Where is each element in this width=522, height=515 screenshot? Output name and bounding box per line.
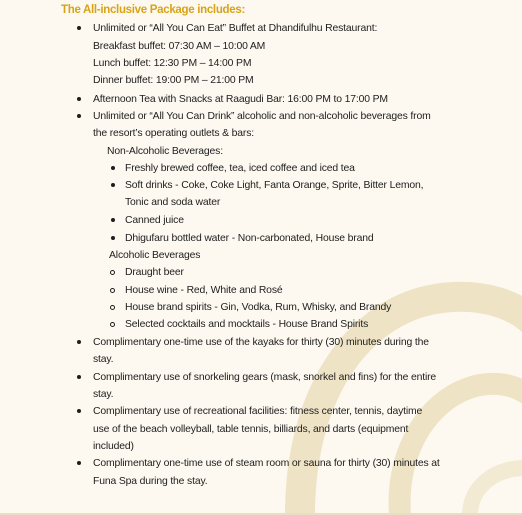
bullet-icon	[111, 236, 115, 240]
alcoholic-title: Alcoholic Beverages	[109, 250, 201, 261]
item-line: the resort’s operating outlets & bars:	[93, 128, 255, 139]
item-line: Complimentary one-time use of steam room or sauna for thirty (30) minutes at	[93, 458, 440, 469]
item-line: use of the beach volleyball, table tennis, billiards, and darts (equipment	[93, 424, 409, 435]
item-line: Complimentary one-time use of the kayaks for thirty (30) minutes during the	[93, 337, 429, 348]
beverage-item: House wine - Red, White and Rosé	[125, 285, 283, 296]
item-line: Complimentary use of snorkeling gears (mask, snorkel and fins) for the entire	[93, 372, 437, 383]
bullet-icon	[111, 218, 115, 222]
bullet-icon	[77, 375, 81, 379]
buffet-time: Dinner buffet: 19:00 PM – 21:00 PM	[93, 75, 254, 86]
bullet-icon	[77, 26, 81, 30]
beverage-item: Draught beer	[125, 267, 184, 278]
item-line: included)	[93, 441, 134, 452]
beverage-item: Canned juice	[125, 215, 184, 226]
hollow-bullet-icon	[110, 288, 115, 293]
beverage-item: Soft drinks - Coke, Coke Light, Fanta Orange, Sprite, Bitter Lemon,	[125, 180, 424, 191]
buffet-time: Lunch buffet: 12:30 PM – 14:00 PM	[93, 58, 252, 69]
item-line: Funa Spa during the stay.	[93, 476, 208, 487]
beverage-item: Freshly brewed coffee, tea, iced coffee and iced tea	[125, 163, 355, 174]
hollow-bullet-icon	[110, 322, 115, 327]
item-line: Unlimited or “All You Can Eat” Buffet at Dhandifulhu Restaurant:	[93, 23, 378, 34]
beverage-item: Selected cocktails and mocktails - House Brand Spirits	[125, 319, 369, 330]
bullet-icon	[77, 97, 81, 101]
item-line: stay.	[93, 354, 114, 365]
beverage-item: Dhigufaru bottled water - Non-carbonated, House brand	[125, 233, 374, 244]
bullet-icon	[77, 340, 81, 344]
bullet-icon	[77, 114, 81, 118]
item-line: Unlimited or “All You Can Drink” alcoholic and non-alcoholic beverages from	[93, 111, 431, 122]
hollow-bullet-icon	[110, 305, 115, 310]
bullet-icon	[77, 461, 81, 465]
beverage-item: House brand spirits - Gin, Vodka, Rum, Whisky, and Brandy	[125, 302, 392, 313]
non-alcoholic-title: Non-Alcoholic Beverages:	[107, 146, 223, 157]
item-line: Afternoon Tea with Snacks at Raagudi Bar: 16:00 PM to 17:00 PM	[93, 94, 388, 105]
bullet-icon	[77, 409, 81, 413]
bullet-icon	[111, 166, 115, 170]
hollow-bullet-icon	[110, 270, 115, 275]
item-line: stay.	[93, 389, 114, 400]
bullet-icon	[111, 183, 115, 187]
item-line: Complimentary use of recreational facilities: fitness center, tennis, daytime	[93, 406, 423, 417]
buffet-time: Breakfast buffet: 07:30 AM – 10:00 AM	[93, 41, 266, 52]
beverage-item: Tonic and soda water	[125, 197, 221, 208]
package-heading: The All-inclusive Package includes:	[61, 4, 246, 16]
